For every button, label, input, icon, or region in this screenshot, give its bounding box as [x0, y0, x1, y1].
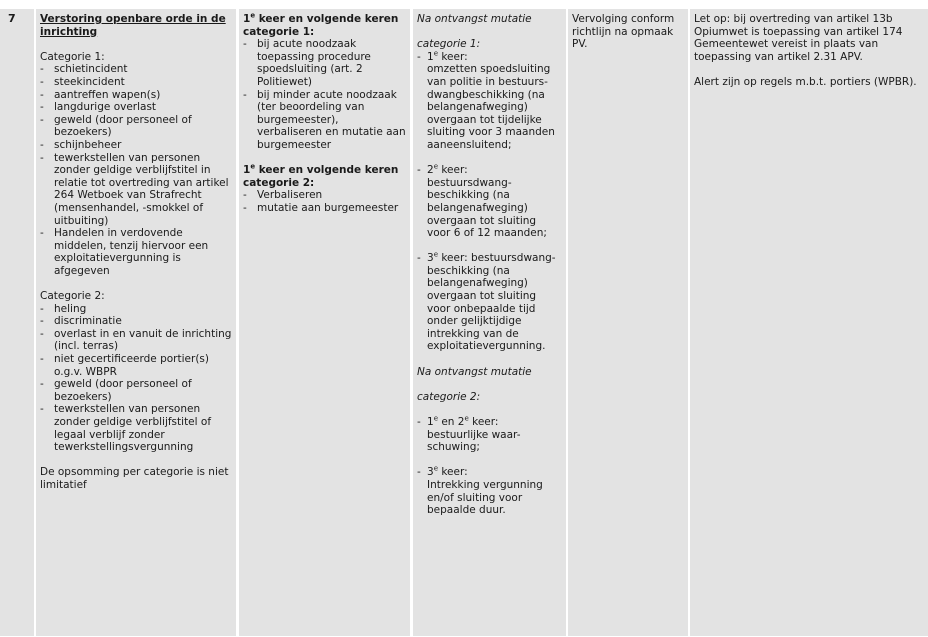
category-2-actions: [243, 189, 406, 214]
non-exhaustive-note: De opsomming per categorie is niet limitatief: [40, 466, 229, 491]
list-item: - heling: [40, 303, 232, 316]
list-item: - bij minder acute noodzaak (ter beoordeling van burgemeester), verbaliseren en mutatie aan burgemeester: [243, 89, 406, 152]
violation-cell: [36, 9, 236, 636]
administrative-action-cell: [413, 9, 566, 636]
category-2-heading: 1e keer en volgende keren categorie 2:: [243, 162, 399, 189]
police-action-cell: [239, 9, 410, 636]
list-item: - schietincident: [40, 63, 232, 76]
remark-paragraph: Alert zijn op regels m.b.t. portiers (WPBR).: [694, 75, 917, 88]
list-item: - tewerkstellen van personen zonder geldige verblijfstitel of legaal verblijf zonder tewerkstellingsvergunning: [40, 403, 232, 453]
remark-paragraph: Let op: bij overtreding van artikel 13b Opiumwet is toepassing van artikel 174 Gemeentewet vereist in plaats van toepassing van artikel 2.31 APV.: [694, 13, 903, 63]
category-2-list: [40, 303, 232, 454]
list-item: - niet gecertificeerde portier(s) o.g.v. WBPR: [40, 353, 232, 378]
step-third-cat2: - 3e keer: Intrekking vergunning en/of sluiting voor bepaalde duur.: [417, 464, 543, 517]
category-1-label: categorie 1:: [417, 38, 481, 51]
category-2-label: Categorie 2:: [40, 290, 105, 303]
list-item: - Handelen in verdovende middelen, tenzij hiervoor een exploitatievergunning is afgegeven: [40, 227, 232, 277]
list-item: - mutatie aan burgemeester: [243, 202, 406, 215]
step-first-second: - 1e en 2e keer: bestuurlijke waar-schuwing;: [417, 414, 521, 454]
list-item: - geweld (door personeel of bezoekers): [40, 378, 232, 403]
category-1-label: Categorie 1:: [40, 50, 105, 63]
list-item: - Verbaliseren: [243, 189, 406, 202]
category-1-list: [40, 63, 232, 277]
prosecution-text: Vervolging conform richtlijn na opmaak PV.: [572, 13, 675, 51]
step-second: - 2e keer: bestuursdwang-beschikking (na belangenafweging) overgaan tot sluiting voor 6 of 12 maanden;: [417, 162, 547, 240]
list-item: - bij acute noodzaak toepassing procedure spoedsluiting (art. 2 Politiewet): [243, 38, 406, 88]
list-item: - steekincident: [40, 76, 232, 89]
intro-text: Na ontvangst mutatie: [417, 365, 532, 378]
row-number-cell: [0, 9, 34, 636]
list-item: - aantreffen wapen(s): [40, 89, 232, 102]
list-item: - langdurige overlast: [40, 101, 232, 114]
list-item: - tewerkstellen van personen zonder geldige verblijfstitel in relatie tot overtreding van artikel 264 Wetboek van Strafrecht (mensenhandel, -smokkel of uitbuiting): [40, 152, 232, 228]
category-2-label: categorie 2:: [417, 390, 481, 403]
step-third: - 3e keer: bestuursdwang- beschikking (na belangenafweging) overgaan tot sluiting voor onbepaalde tijd onder gelijktijdige intrekking van de exploitatievergunning.: [417, 250, 556, 353]
intro-text: Na ontvangst mutatie: [417, 13, 532, 25]
list-item: - discriminatie: [40, 315, 232, 328]
step-first: - 1e keer: omzetten spoedsluiting van politie in bestuurs-dwangbeschikking (na belangenafweging) overgaan tot tijdelijke sluiting voor 3 maanden aaneensluitend;: [417, 49, 555, 151]
list-item: - overlast in en vanuit de inrichting (incl. terras): [40, 328, 232, 353]
list-item: - schijnbeheer: [40, 139, 232, 152]
list-item: - geweld (door personeel of bezoekers): [40, 114, 232, 139]
category-1-heading: 1e keer en volgende keren categorie 1:: [243, 11, 399, 38]
remarks-cell: [690, 9, 928, 636]
violation-title: Verstoring openbare orde in de inrichting: [40, 13, 226, 38]
category-1-actions: [243, 38, 406, 151]
row-number: 7: [8, 12, 16, 25]
prosecution-cell: [568, 9, 688, 636]
